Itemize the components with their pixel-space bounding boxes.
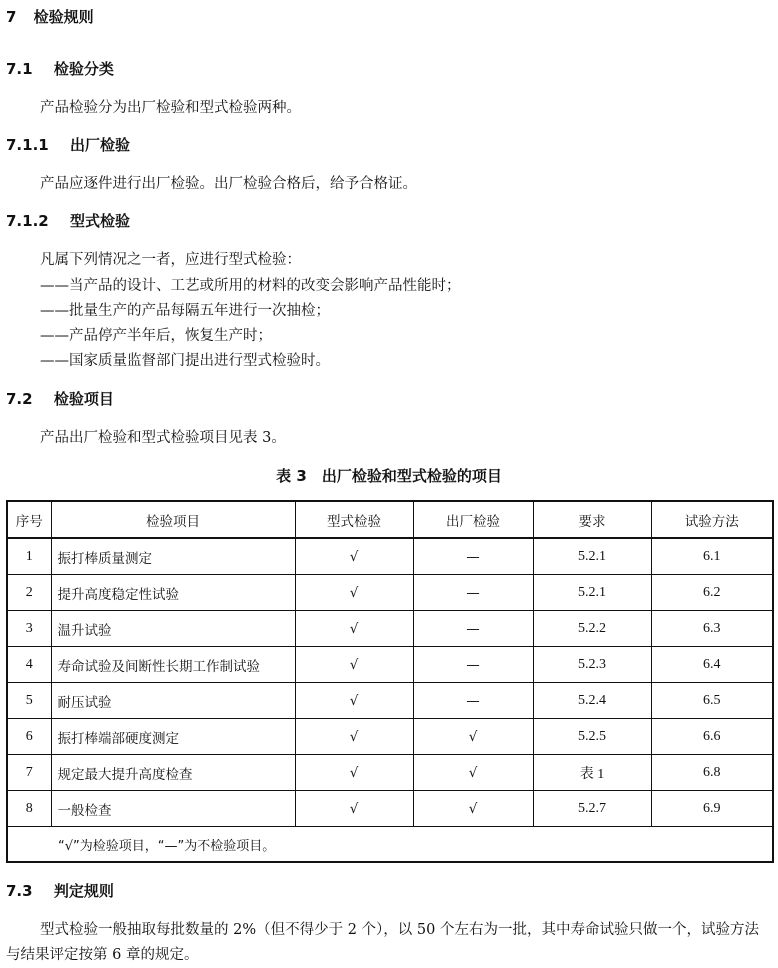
cell-type-test: √ — [295, 719, 413, 755]
header-index: 序号 — [7, 501, 51, 538]
cell-requirement: 5.2.5 — [533, 719, 651, 755]
table-row — [7, 719, 773, 755]
cell-item: 耐压试验 — [51, 683, 295, 719]
section-title: 检验规则 — [33, 8, 94, 26]
section-number: 7.1.2 — [6, 212, 49, 230]
cell-index: 1 — [7, 538, 51, 575]
cell-test-method: 6.8 — [651, 755, 773, 791]
cell-index: 3 — [7, 611, 51, 647]
cell-requirement: 5.2.1 — [533, 538, 651, 575]
header-requirement: 要求 — [533, 501, 651, 538]
cell-requirement: 5.2.4 — [533, 683, 651, 719]
section-title: 出厂检验 — [69, 136, 130, 154]
table-row — [7, 683, 773, 719]
cell-item: 规定最大提升高度检查 — [51, 755, 295, 791]
table-row — [7, 611, 773, 647]
header-type-test: 型式检验 — [295, 501, 413, 538]
cell-factory-test: — — [413, 647, 533, 683]
cell-factory-test: √ — [413, 755, 533, 791]
cell-type-test: √ — [295, 575, 413, 611]
section-title: 型式检验 — [69, 212, 130, 230]
section-7-1-2-heading — [6, 210, 130, 231]
cell-test-method: 6.3 — [651, 611, 773, 647]
list-item: ——当产品的设计、工艺或所用的材料的改变会影响产品性能时； — [40, 278, 461, 294]
cell-test-method: 6.4 — [651, 647, 773, 683]
cell-type-test: √ — [295, 647, 413, 683]
table-row — [7, 575, 773, 611]
cell-index: 5 — [7, 683, 51, 719]
cell-factory-test: — — [413, 683, 533, 719]
section-7-3-heading — [6, 880, 114, 901]
section-title: 检验分类 — [53, 60, 114, 78]
table-caption: 表 3 出厂检验和型式检验的项目 — [276, 467, 502, 485]
cell-test-method: 6.1 — [651, 538, 773, 575]
header-item: 检验项目 — [51, 501, 295, 538]
cell-factory-test: √ — [413, 791, 533, 827]
cell-item: 振打棒质量测定 — [51, 538, 295, 575]
cell-item: 温升试验 — [51, 611, 295, 647]
section-7-heading — [6, 6, 94, 27]
section-7-1-2-intro: 凡属下列情况之一者，应进行型式检验： — [40, 252, 301, 268]
cell-type-test: √ — [295, 791, 413, 827]
cell-test-method: 6.2 — [651, 575, 773, 611]
cell-factory-test: √ — [413, 719, 533, 755]
list-item: ——产品停产半年后，恢复生产时； — [40, 328, 272, 344]
list-item: ——国家质量监督部门提出进行型式检验时。 — [40, 353, 330, 369]
section-number: 7.1 — [6, 60, 33, 78]
cell-item: 寿命试验及间断性长期工作制试验 — [51, 647, 295, 683]
section-7-1-1-text: 产品应逐件进行出厂检验。出厂检验合格后，给予合格证。 — [40, 176, 417, 192]
section-7-1-1-heading — [6, 134, 130, 155]
section-number: 7 — [6, 8, 17, 26]
cell-index: 2 — [7, 575, 51, 611]
section-title: 判定规则 — [53, 882, 114, 900]
cell-test-method: 6.5 — [651, 683, 773, 719]
cell-requirement: 5.2.1 — [533, 575, 651, 611]
section-number: 7.3 — [6, 882, 33, 900]
cell-factory-test: — — [413, 575, 533, 611]
cell-item: 振打棒端部硬度测定 — [51, 719, 295, 755]
cell-test-method: 6.9 — [651, 791, 773, 827]
cell-item: 一般检查 — [51, 791, 295, 827]
section-number: 7.2 — [6, 390, 33, 408]
section-7-2-heading — [6, 388, 114, 409]
cell-requirement: 5.2.7 — [533, 791, 651, 827]
table-header-row — [7, 501, 773, 538]
table-row — [7, 538, 773, 575]
cell-index: 8 — [7, 791, 51, 827]
section-7-1-text: 产品检验分为出厂检验和型式检验两种。 — [40, 100, 301, 116]
inspection-items-table — [6, 500, 774, 863]
cell-index: 7 — [7, 755, 51, 791]
cell-factory-test: — — [413, 538, 533, 575]
header-test-method: 试验方法 — [651, 501, 773, 538]
table-row — [7, 755, 773, 791]
table-row — [7, 791, 773, 827]
cell-test-method: 6.6 — [651, 719, 773, 755]
section-number: 7.1.1 — [6, 136, 49, 154]
cell-type-test: √ — [295, 683, 413, 719]
cell-factory-test: — — [413, 611, 533, 647]
cell-item: 提升高度稳定性试验 — [51, 575, 295, 611]
list-item: ——批量生产的产品每隔五年进行一次抽检； — [40, 303, 330, 319]
cell-requirement: 表 1 — [533, 755, 651, 791]
cell-type-test: √ — [295, 538, 413, 575]
table-note-row — [7, 827, 773, 863]
cell-index: 6 — [7, 719, 51, 755]
header-factory-test: 出厂检验 — [413, 501, 533, 538]
section-title: 检验项目 — [53, 390, 114, 408]
cell-requirement: 5.2.2 — [533, 611, 651, 647]
table-row — [7, 647, 773, 683]
cell-type-test: √ — [295, 755, 413, 791]
table-note: “√”为检验项目，“—”为不检验项目。 — [7, 827, 773, 863]
cell-type-test: √ — [295, 611, 413, 647]
cell-requirement: 5.2.3 — [533, 647, 651, 683]
section-7-1-heading — [6, 58, 114, 79]
section-7-3-text: 型式检验一般抽取每批数量的 2%（但不得少于 2 个），以 50 个左右为一批，其中寿命试验只做一个，试验方法与结果评定按第 6 章的规定。 — [6, 922, 759, 963]
cell-index: 4 — [7, 647, 51, 683]
section-7-2-text: 产品出厂检验和型式检验项目见表 3。 — [40, 430, 286, 446]
